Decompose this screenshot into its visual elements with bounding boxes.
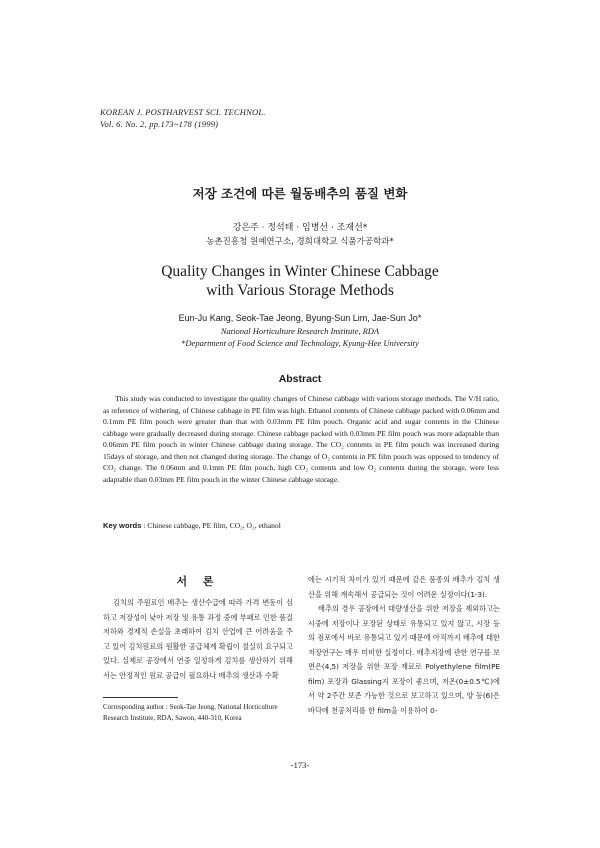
footnote-rule: [103, 697, 178, 698]
english-title: [0, 262, 600, 300]
korean-affiliation: 농촌진흥청 원예연구소, 경희대학교 식품가공학과*: [206, 237, 394, 247]
english-title-line2: with Various Storage Methods: [206, 282, 394, 299]
journal-name: KOREAN J. POSTHARVEST SCI. TECHNOL.: [100, 107, 266, 117]
intro-right-paragraph-1: 에는 시기적 차이가 있기 때문에 같은 품종의 배추가 김치 생산을 위해 계속해서 공급되는 것이 어려운 실정이다(1-3).: [308, 575, 500, 599]
intro-left-column: 김치의 주원료인 배추는 생산수급에 따라 가격 변동이 심하고 저장성이 낮아 저장 및 유통 과정 중에 부패로 인한 품질 저하와 경제적 손실을 초래하여 김치 산업에 큰 어려움을 주고 있어 김치원료의 원활한 공급체계 확립이 절실히 요구되고 있다. 실제로 공장에서 연중 일정하게 김치를 생산하기 위해서는 안정적인 원료 공급이 필요하나 배추의 생산과 수확: [103, 598, 293, 680]
keywords-label: Key words: [103, 521, 142, 530]
english-affiliation: [0, 326, 600, 349]
english-authors: Eun-Ju Kang, Seok-Tae Jeong, Byung-Sun Lim, Jae-Sun Jo*: [178, 313, 422, 323]
journal-header: [100, 106, 266, 130]
korean-authors: 강은주 · 정석태 · 임병선 · 조재선*: [232, 223, 368, 233]
keywords: [103, 520, 499, 531]
journal-volume: Vol. 6. No. 2, pp.173~178 (1999): [100, 119, 219, 129]
korean-title: 저장 조건에 따른 월동배추의 품질 변화: [192, 186, 408, 201]
intro-right-paragraph-2: 배추의 경우 공장에서 대량생산을 위한 저장을 제외하고는 시중에 저장이나 포장된 상태로 유통되고 있지 않고, 시장 등의 점포에서 바로 유통되고 있기 때문에 아직까지 배추에 대한 저장연구는 매우 미비한 실정이다. 배추저장에 관한 연구를 보면은(4,5) 저장을 위한 포장 재료로 Polyethylene film(PE film) 포장과 Glassing지 포장이 좋으며, 저온(0±0.5℃)에서 약 2주간 보존 가능한 것으로 보고하고 있으며, 양 등(6)은 바닥에 천공처리를 한 film을 이용하여 0-: [308, 604, 500, 715]
english-affiliation-1: National Horticulture Research Institute, RDA: [220, 326, 380, 336]
footnote: Corresponding author : Seok-Tae Jeong, National Horticulture Research Institute, RDA, Sawon, 440-310, Korea: [103, 703, 278, 722]
english-affiliation-2: *Department of Food Science and Technology, Kyung-Hee University: [181, 337, 419, 348]
abstract-body: This study was conducted to investigate the quality changes of Chinese cabbage with various storage methods. The V/H ratio, as reference of withering, of Chinese cabbage in PE film was high. Ethanol contents of Chinese cabbage packed with 0.06mm and 0.1mm PE film pouch were greater than that with 0.03mm PE film pouch. Organic acid and sugar contents in the Chinese cabbage were gradually decreased during storage. Chinese cabbage packed with 0.03mm PE film pouch was more adaptable than 0.06mm PE film pouch in winter Chinese cabbage during storage. The CO₂ contents in PE film pouch was increased during 15days of storage, and then not changed during storage. The change of O₂ contents in PE film pouch was opposed to tendency of CO₂ change. The 0.06mm and 0.1mm PE film pouch, high CO₂ contents and low O₂ contents during the storage, were less adaptable than 0.03mm PE film pouch in the winter Chinese cabbage storage.: [103, 394, 499, 484]
english-title-line1: Quality Changes in Winter Chinese Cabbage: [161, 263, 439, 280]
keywords-text: : Chinese cabbage, PE film, CO₂, O₂, ethanol: [143, 521, 281, 530]
page-number: -173-: [290, 760, 310, 770]
abstract-heading: Abstract: [278, 373, 322, 385]
intro-heading: 서 론: [176, 575, 220, 588]
intro-right-column: [308, 573, 500, 718]
